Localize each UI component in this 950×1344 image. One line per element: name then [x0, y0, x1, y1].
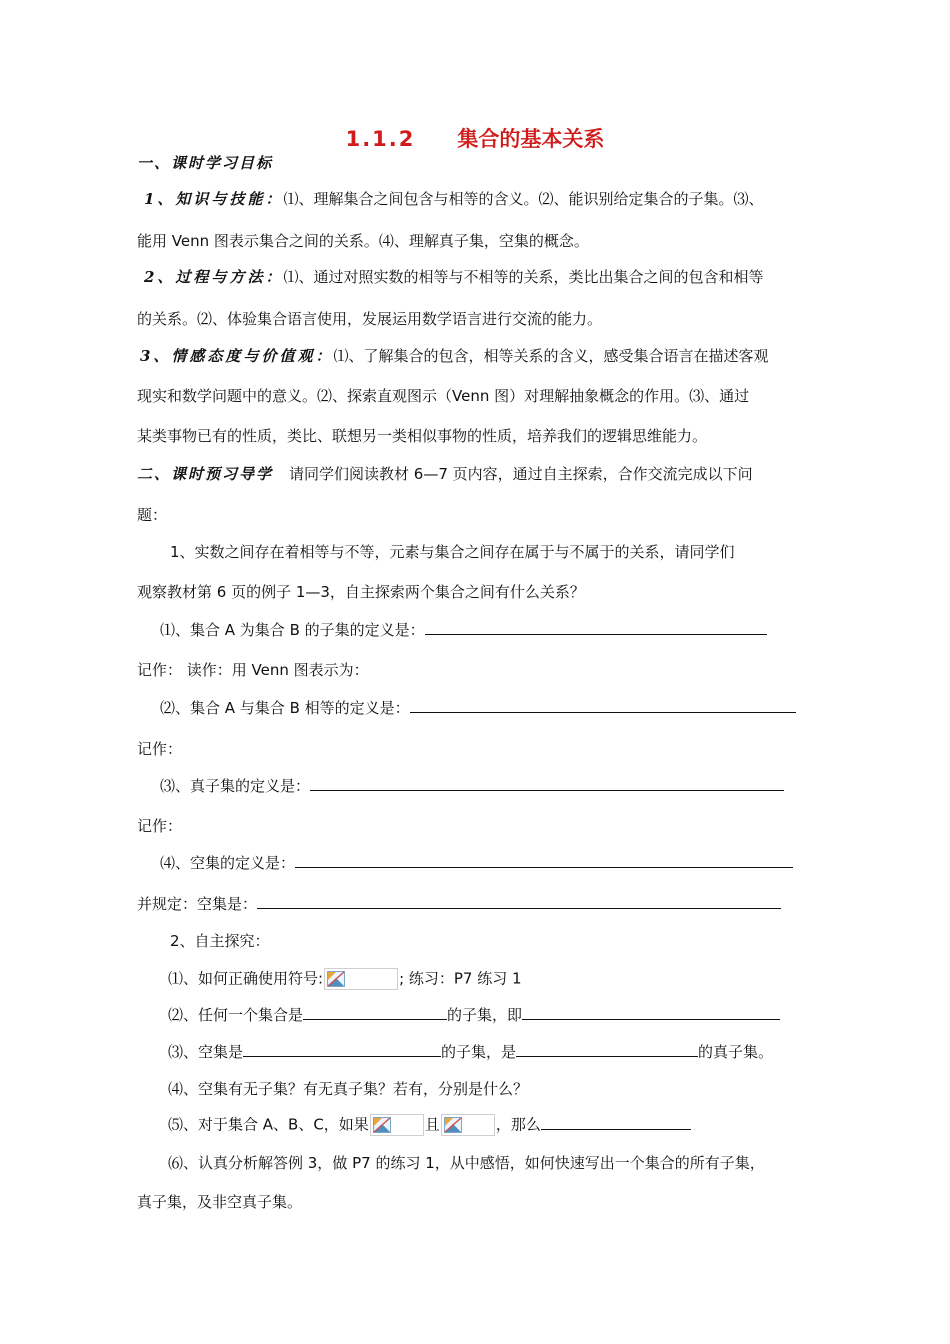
- answer-blank[interactable]: [257, 894, 781, 909]
- knowledge-text-1: ⑴、理解集合之间包含与相等的含义。⑵、能识别给定集合的子集。⑶、: [283, 190, 764, 208]
- explore-3-text-b: 的子集，是: [441, 1043, 517, 1061]
- explore-1-practice: ; 练习：P7 练习 1: [399, 969, 522, 988]
- definition-subset-label: ⑴、集合 A 为集合 B 的子集的定义是：: [160, 621, 425, 639]
- question1-line-1: 1、实数之间存在着相等与不等，元素与集合之间存在属于与不属于的关系，请同学们: [170, 543, 735, 561]
- page-title: [0, 125, 950, 153]
- explore-2-text-b: 的子集，即: [447, 1006, 523, 1024]
- section1-heading: 一、课时学习目标: [137, 154, 274, 172]
- explore-4: ⑷、空集有无子集？有无真子集？若有，分别是什么？: [168, 1080, 529, 1098]
- explore-5-text-b: 且: [424, 1115, 440, 1134]
- empty-set-rule-label: 并规定：空集是：: [137, 895, 258, 913]
- knowledge-line-1: [144, 189, 763, 209]
- emotion-text-3: 某类事物已有的性质，类比、联想另一类相似事物的性质，培养我们的逻辑思维能力。: [137, 427, 708, 445]
- answer-blank[interactable]: [541, 1115, 691, 1130]
- emotion-line-1: [140, 346, 768, 366]
- process-text-2: 的关系。⑵、体验集合语言使用，发展运用数学语言进行交流的能力。: [137, 310, 603, 328]
- explore-6-line-1: ⑹、认真分析解答例 3，做 P7 的练习 1，从中感悟，如何快速写出一个集合的所有子集，: [168, 1154, 765, 1172]
- answer-blank[interactable]: [425, 620, 767, 635]
- definition-equal-note: 记作：: [137, 740, 183, 758]
- process-line-1: [144, 267, 763, 287]
- explore-2: [168, 1005, 780, 1025]
- definition-proper-subset-note: 记作：: [137, 817, 183, 835]
- explore-3-text-a: ⑶、空集是: [168, 1043, 244, 1061]
- definition-proper-subset-label: ⑶、真子集的定义是：: [160, 777, 311, 795]
- process-text-1: ⑴、通过对照实数的相等与不相等的关系，类比出集合之间的包含和相等: [283, 268, 764, 286]
- definition-equal-label: ⑵、集合 A 与集合 B 相等的定义是：: [160, 699, 410, 717]
- title-text: 集合的基本关系: [457, 127, 605, 151]
- explore-3: [168, 1042, 773, 1062]
- explore-1: [168, 968, 522, 990]
- answer-blank[interactable]: [516, 1042, 698, 1057]
- section2-heading: 二、课时预习导学: [137, 465, 274, 483]
- answer-blank[interactable]: [295, 853, 793, 868]
- explore-3-text-c: 的真子集。: [698, 1043, 774, 1061]
- section2-intro-2: 题：: [137, 506, 168, 524]
- explore-5: [168, 1114, 691, 1136]
- question2-heading: 2、自主探究：: [170, 932, 270, 950]
- explore-2-text-a: ⑵、任何一个集合是: [168, 1006, 304, 1024]
- explore-1-text: ⑴、如何正确使用符号:: [168, 969, 324, 988]
- definition-empty-set-label: ⑷、空集的定义是：: [160, 854, 296, 872]
- answer-blank[interactable]: [410, 698, 796, 713]
- answer-blank[interactable]: [310, 776, 784, 791]
- explore-5-text-c: ，那么: [495, 1115, 541, 1134]
- emotion-text-1: ⑴、了解集合的包含，相等关系的含义，感受集合语言在描述客观: [333, 347, 769, 365]
- section2-line-1: [137, 464, 753, 484]
- emotion-label: 3、情感态度与价值观：: [140, 347, 334, 365]
- title-number: 1.1.2: [345, 127, 416, 151]
- process-label: 2、过程与方法：: [144, 268, 284, 286]
- explore-5-text-a: ⑸、对于集合 A、B、C，如果: [168, 1115, 369, 1134]
- question1-line-2: 观察教材第 6 页的例子 1—3，自主探索两个集合之间有什么关系？: [137, 583, 585, 601]
- definition-proper-subset: [160, 776, 784, 796]
- definition-equal: [160, 698, 796, 718]
- explore-6-line-2: 真子集，及非空真子集。: [137, 1193, 303, 1211]
- definition-subset: [160, 620, 767, 640]
- broken-image-icon: [441, 1114, 495, 1136]
- definition-empty-set-note: [137, 894, 781, 914]
- definition-subset-note: 记作： 读作：用 Venn 图表示为：: [137, 661, 369, 679]
- knowledge-label: 1、知识与技能：: [144, 190, 284, 208]
- answer-blank[interactable]: [522, 1005, 780, 1020]
- broken-image-icon: [324, 968, 398, 990]
- broken-image-icon: [370, 1114, 424, 1136]
- knowledge-text-2: 能用 Venn 图表示集合之间的关系。⑷、理解真子集，空集的概念。: [137, 232, 589, 250]
- emotion-text-2: 现实和数学问题中的意义。⑵、探索直观图示（Venn 图）对理解抽象概念的作用。⑶、通过: [137, 387, 750, 405]
- answer-blank[interactable]: [243, 1042, 441, 1057]
- answer-blank[interactable]: [303, 1005, 447, 1020]
- section2-intro-1: 请同学们阅读教材 6—7 页内容，通过自主探索，合作交流完成以下问: [289, 465, 753, 483]
- definition-empty-set: [160, 853, 793, 873]
